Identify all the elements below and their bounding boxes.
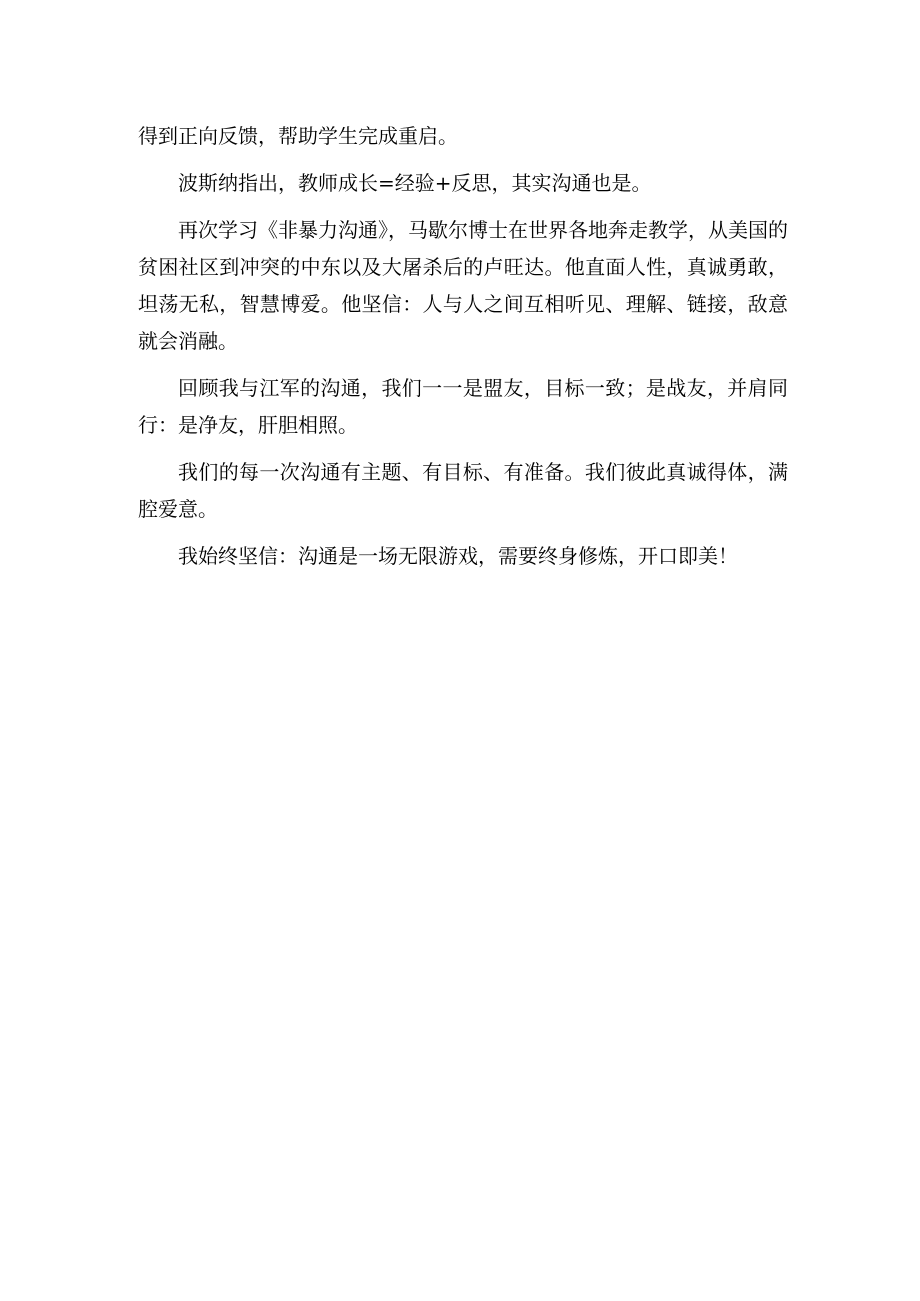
paragraph-1: 得到正向反馈，帮助学生完成重启。	[138, 124, 458, 148]
paragraph-5: 我们的每一次沟通有主题、有目标、有准备。我们彼此真诚得体，满腔爱意。	[138, 460, 788, 521]
paragraph-4: 回顾我与江军的沟通，我们一一是盟友，目标一致；是战友，并肩同行：是净友，肝胆相照。	[138, 376, 788, 437]
paragraph-3: 再次学习《非暴力沟通》，马歇尔博士在世界各地奔走教学，从美国的贫困社区到冲突的中东以及大屠杀后的卢旺达。他直面人性，真诚勇敢，坦荡无私，智慧博爱。他坚信：人与人之间互相听见、理解、链接，敌意就会消融。	[138, 218, 788, 353]
paragraph-2: 波斯纳指出，教师成长=经验+反思，其实沟通也是。	[178, 171, 652, 195]
paragraph-6: 我始终坚信：沟通是一场无限游戏，需要终身修炼，开口即美！	[178, 544, 738, 568]
document-body	[138, 118, 788, 585]
